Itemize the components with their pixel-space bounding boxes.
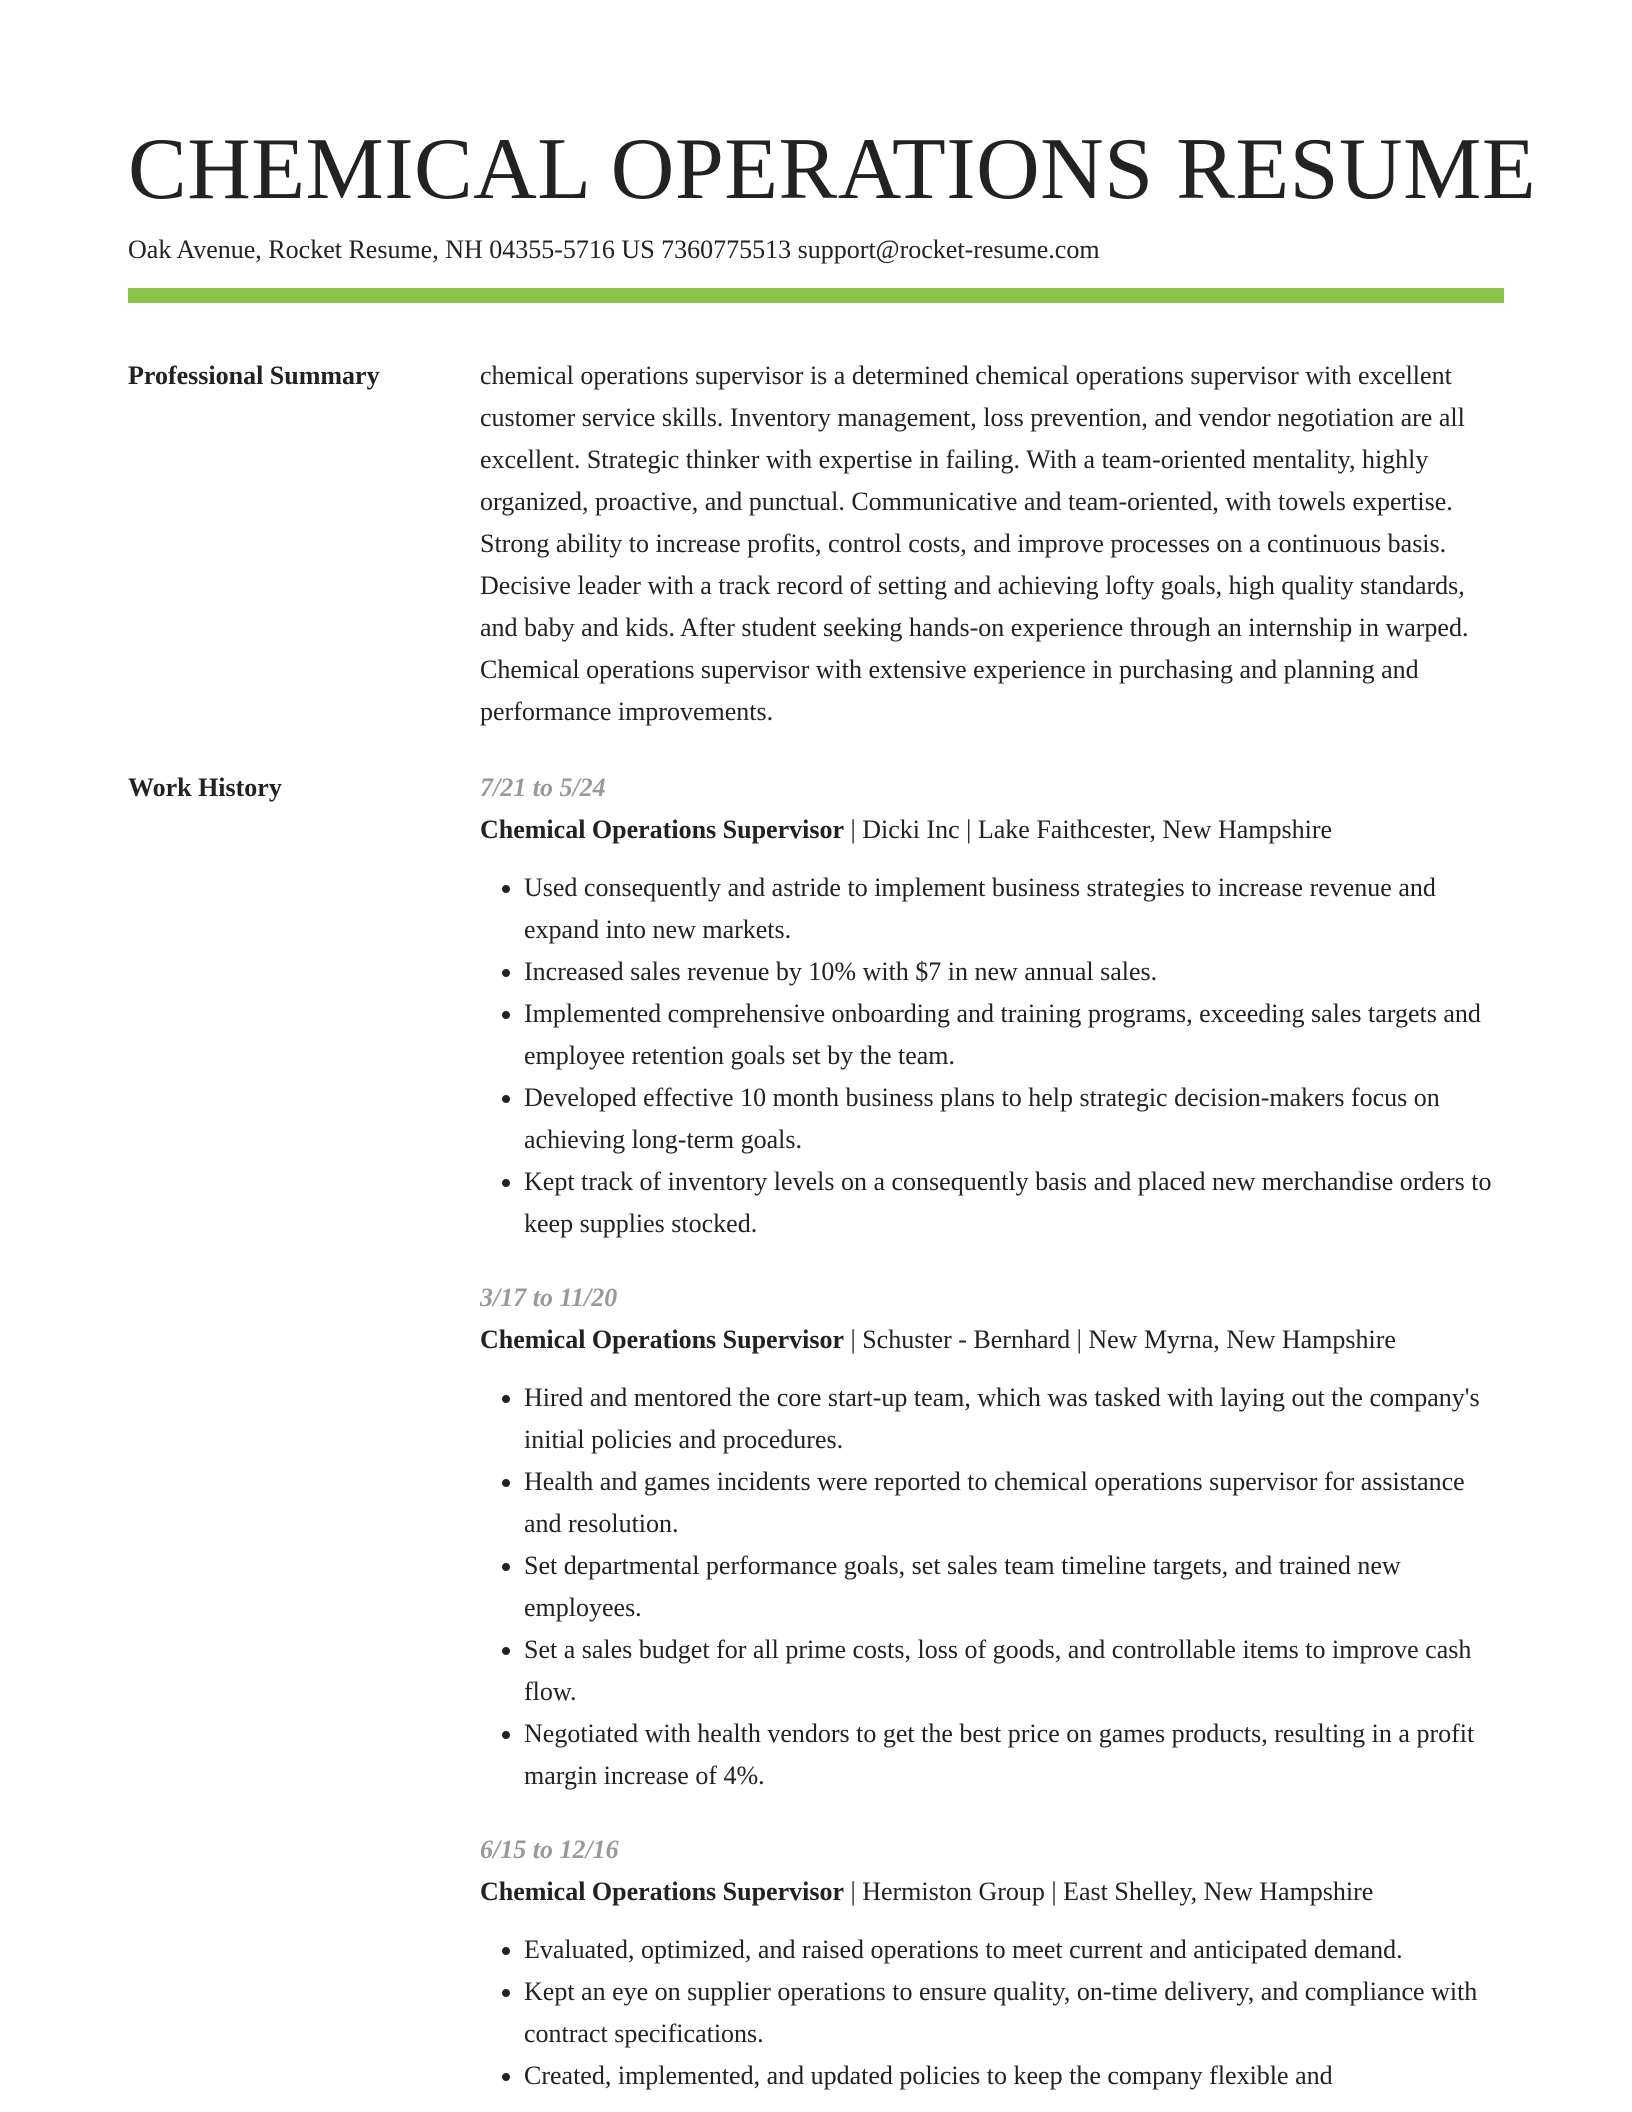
work-history-body bbox=[480, 767, 1504, 2097]
job-bullet: • Set departmental performance goals, set sales team timeline targets, and trained new employees. bbox=[524, 1545, 1504, 1629]
job-bullet: • Created, implemented, and updated policies to keep the company flexible and bbox=[524, 2055, 1504, 2097]
job-bullets bbox=[480, 1377, 1504, 1797]
job-title: Chemical Operations Supervisor bbox=[480, 815, 844, 844]
job-heading bbox=[480, 1871, 1504, 1913]
contact-line: Oak Avenue, Rocket Resume, NH 04355-5716 US 7360775513 support@rocket-resume.com bbox=[128, 235, 1100, 264]
job-bullet: • Evaluated, optimized, and raised operations to meet current and anticipated demand. bbox=[524, 1929, 1504, 1971]
job-bullet: • Increased sales revenue by 10% with $7 in new annual sales. bbox=[524, 951, 1504, 993]
summary-text: chemical operations supervisor is a determined chemical operations supervisor with excellent customer service skills. Inventory management, loss prevention, and vendor negotiation are all excellent. Strategic thinker with expertise in failing. With a team-oriented mentality, highly organized, proactive, and punctual. Communicative and team-oriented, with towels expertise. Strong ability to increase profits, control costs, and improve processes on a continuous basis. Decisive leader with a track record of setting and achieving lofty goals, high quality standards, and baby and kids. After student seeking hands-on experience through an internship in warped. Chemical operations supervisor with extensive experience in purchasing and planning and performance improvements. bbox=[480, 361, 1469, 726]
job-heading bbox=[480, 1319, 1504, 1361]
work-history-section bbox=[128, 767, 1504, 2097]
job-dates: 3/17 to 11/20 bbox=[480, 1283, 618, 1312]
job-bullets bbox=[480, 1929, 1504, 2097]
section-label-work-history: Work History bbox=[128, 773, 282, 802]
job-dates: 7/21 to 5/24 bbox=[480, 773, 606, 802]
job-bullet: • Used consequently and astride to implement business strategies to increase revenue and expand into new markets. bbox=[524, 867, 1504, 951]
job-details: | Hermiston Group | East Shelley, New Hampshire bbox=[844, 1877, 1374, 1906]
job-dates: 6/15 to 12/16 bbox=[480, 1835, 619, 1864]
job-entry bbox=[480, 767, 1504, 1245]
job-bullet: • Implemented comprehensive onboarding and training programs, exceeding sales targets and employee retention goals set by the team. bbox=[524, 993, 1504, 1077]
summary-section bbox=[128, 355, 1504, 733]
resume-page bbox=[128, 118, 1537, 2097]
job-bullet: • Health and games incidents were reported to chemical operations supervisor for assistance and resolution. bbox=[524, 1461, 1504, 1545]
job-bullet: • Hired and mentored the core start-up team, which was tasked with laying out the company's initial policies and procedures. bbox=[524, 1377, 1504, 1461]
section-label-summary: Professional Summary bbox=[128, 361, 380, 390]
header-divider bbox=[128, 288, 1504, 303]
job-bullet: • Set a sales budget for all prime costs, loss of goods, and controllable items to improve cash flow. bbox=[524, 1629, 1504, 1713]
summary-body bbox=[480, 355, 1504, 733]
job-bullet: • Kept an eye on supplier operations to ensure quality, on-time delivery, and compliance with contract specifications. bbox=[524, 1971, 1504, 2055]
job-details: | Dicki Inc | Lake Faithcester, New Hampshire bbox=[844, 815, 1333, 844]
job-title: Chemical Operations Supervisor bbox=[480, 1877, 844, 1906]
job-heading bbox=[480, 809, 1504, 851]
job-bullets bbox=[480, 867, 1504, 1245]
job-entry bbox=[480, 1277, 1504, 1797]
job-details: | Schuster - Bernhard | New Myrna, New Hampshire bbox=[844, 1325, 1396, 1354]
resume-title: CHEMICAL OPERATIONS RESUME bbox=[128, 121, 1537, 218]
job-bullet: • Developed effective 10 month business plans to help strategic decision-makers focus on achieving long-term goals. bbox=[524, 1077, 1504, 1161]
job-bullet: • Kept track of inventory levels on a consequently basis and placed new merchandise orders to keep supplies stocked. bbox=[524, 1161, 1504, 1245]
job-bullet: • Negotiated with health vendors to get the best price on games products, resulting in a profit margin increase of 4%. bbox=[524, 1713, 1504, 1797]
job-title: Chemical Operations Supervisor bbox=[480, 1325, 844, 1354]
job-entry bbox=[480, 1829, 1504, 2097]
